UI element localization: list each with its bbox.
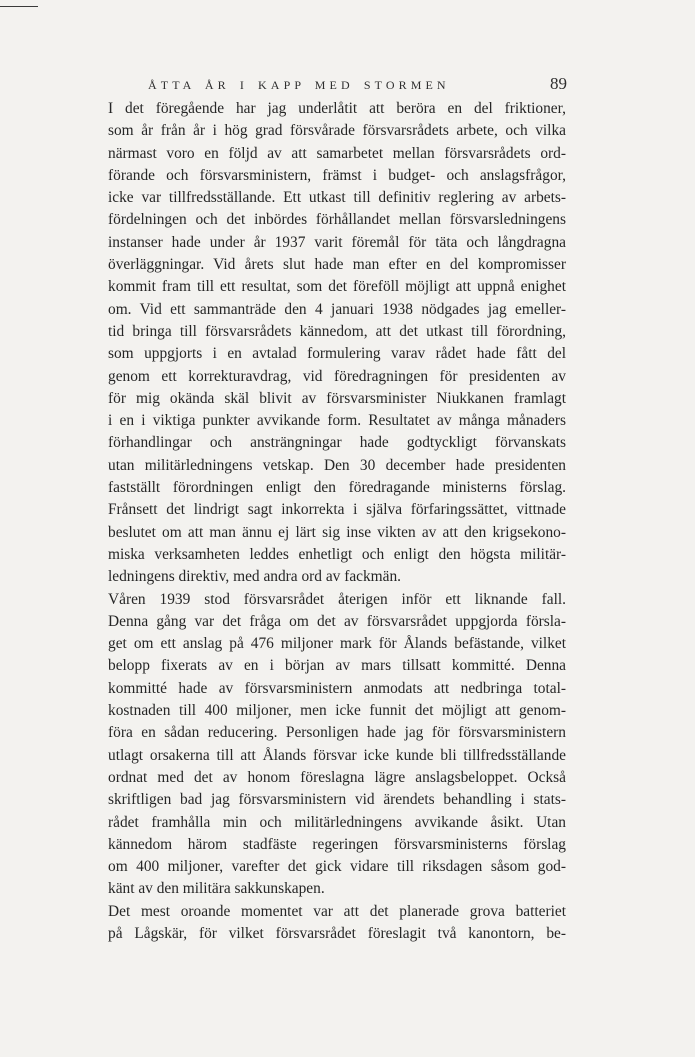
corner-rule: [0, 6, 38, 7]
text-line: beslutet om att man ännu ej lärt sig inse vikten av att den krigsekono-: [108, 523, 566, 541]
text-line: tid bringa till försvarsrådets kännedom, att det utkast till förordning,: [108, 322, 566, 340]
text-line: utlagt orsakerna till att Ålands försvar icke kunde bli tillfredsställande: [108, 746, 566, 764]
text-line: fastställt förordningen enligt den föredragande ministerns förslag.: [108, 479, 566, 497]
text-line: förande och försvarsministern, främst i budget- och anslagsfrågor,: [108, 166, 566, 184]
text-line: kostnaden till 400 miljoner, men icke funnit det möjligt att genom-: [108, 702, 566, 720]
text-line: belopp fixerats av en i början av mars tillsatt kommitté. Denna: [108, 657, 566, 675]
text-line: ledningens direktiv, med andra ord av fackmän.: [108, 568, 402, 586]
text-line: kännedom härom stadfäste regeringen försvarsministerns förslag: [108, 835, 566, 853]
text-line: get om ett anslag på 476 miljoner mark för Ålands befästande, vilket: [108, 635, 566, 653]
text-line: I det föregående har jag underlåtit att beröra en del friktioner,: [108, 100, 566, 117]
text-line: känt av den militära sakkunskapen.: [108, 880, 325, 898]
text-line: kommit fram till ett resultat, som det föreföll möjligt att uppnå enighet: [108, 278, 566, 296]
text-line: närmast voro en följd av att samarbetet mellan försvarsrådets ord-: [108, 144, 566, 162]
text-line: som uppgjorts i en avtalad formulering varav rådet hade fått del: [108, 345, 566, 363]
text-line: fördelningen och det inbördes förhållandet mellan försvarsledningens: [108, 211, 566, 229]
text-line: instanser hade under år 1937 varit föremål för täta och långdragna: [108, 233, 566, 251]
text-line: om 400 miljoner, varefter det gick vidare till riksdagen såsom god-: [108, 858, 566, 876]
text-line: skriftligen bad jag försvarsministern vid ärendets behandling i stats-: [108, 791, 566, 809]
text-line: Det mest oroande momentet var att det planerade grova batteriet: [108, 902, 566, 920]
text-line: som år från år i hög grad försvårade försvarsrådets arbete, och vilka: [108, 122, 566, 140]
text-line: utan militärledningens vetskap. Den 30 december hade presidenten: [108, 456, 566, 474]
text-line: föra en sådan reducering. Personligen hade jag för försvarsministern: [108, 724, 566, 742]
text-line: överläggningar. Vid årets slut hade man efter en del kompromisser: [108, 256, 566, 274]
text-line: om. Vid ett sammanträde den 4 januari 1938 nödgades jag emeller-: [108, 300, 566, 318]
page-number: 89: [550, 74, 567, 93]
text-line: förhandlingar och ansträngningar hade godtyckligt förvanskats: [108, 434, 566, 452]
text-line: för mig okända skäl blivit av försvarsminister Niukkanen framlagt: [108, 389, 566, 407]
text-line: ordnat med det av honom föreslagna lägre anslagsbeloppet. Också: [108, 768, 566, 786]
running-head: [103, 74, 567, 92]
running-title: ÅTTA ÅR I KAPP MED STORMEN: [148, 78, 450, 92]
text-line: Frånsett det lindrigt sagt inkorrekta i själva förfaringssättet, vittnade: [108, 501, 566, 519]
text-line: Våren 1939 stod försvarsrådet återigen inför ett liknande fall.: [108, 590, 566, 608]
text-line: rådet framhålla min och militärledningens avvikande åsikt. Utan: [108, 813, 566, 831]
text-line: icke var tillfredsställande. Ett utkast till definitiv reglering av arbets-: [108, 189, 566, 207]
text-line: kommitté hade av försvarsministern anmodats att nedbringa total-: [108, 679, 566, 697]
text-line: miska verksamheten leddes enhetligt och enligt den högsta militär-: [108, 545, 566, 563]
text-line: Denna gång var det fråga om det av försvarsrådet uppgjorda försla-: [108, 612, 566, 630]
text-line: på Lågskär, för vilket försvarsrådet föreslagit två kanontorn, be-: [108, 924, 566, 942]
text-line: i en i viktiga punkter avvikande form. Resultatet av många månaders: [108, 412, 566, 430]
body-text: [108, 98, 566, 945]
text-line: genom ett korrekturavdrag, vid föredragningen för presidenten av: [108, 367, 566, 385]
